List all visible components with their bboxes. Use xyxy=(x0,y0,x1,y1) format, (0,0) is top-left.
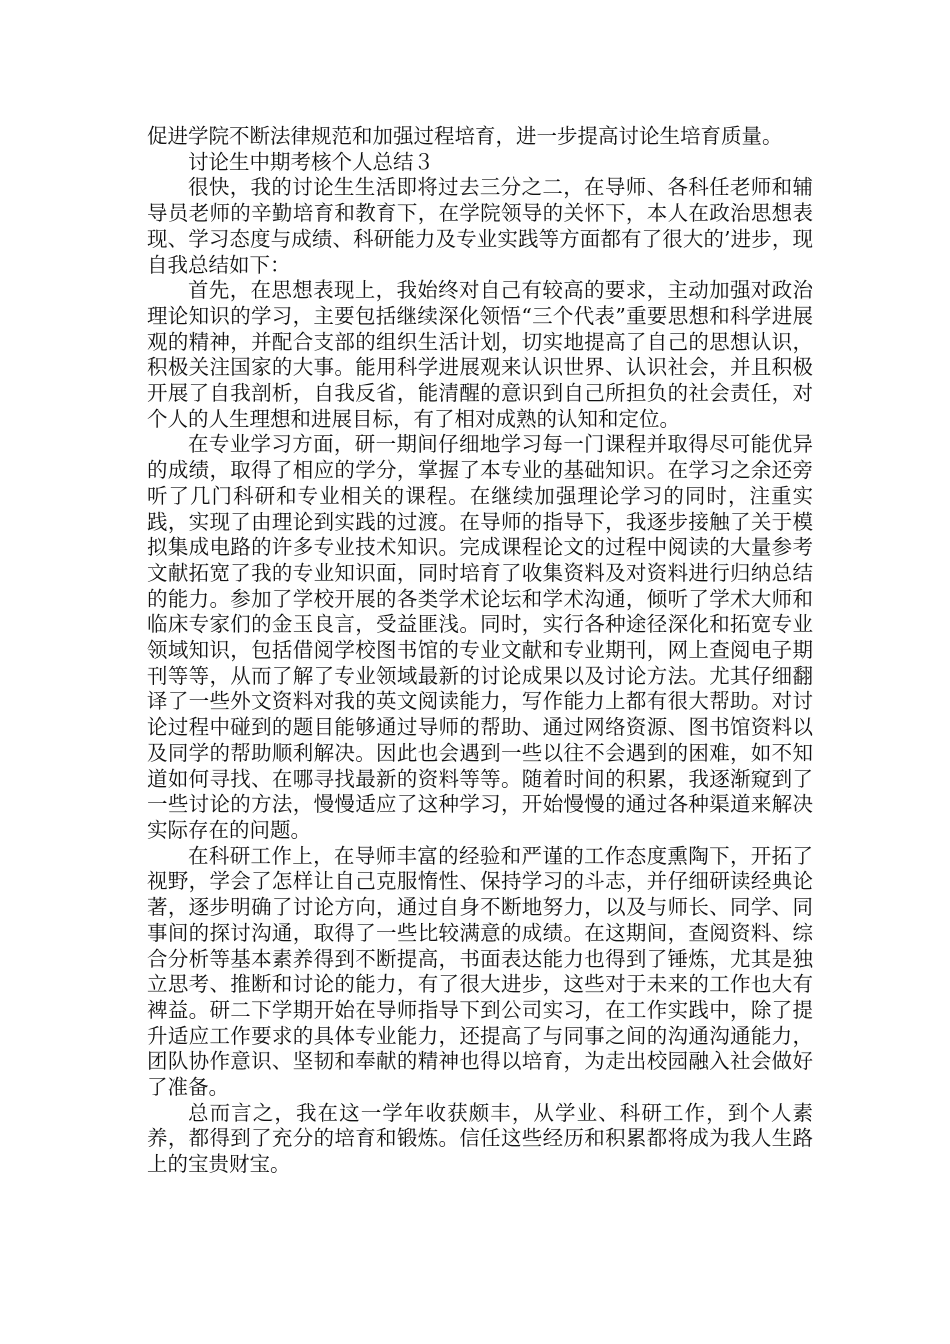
paragraph-conclusion: 总而言之，我在这一学年收获颇丰，从学业、科研工作，到个人素养，都得到了充分的培育和锻炼。信任这些经历和积累都将成为我人生路上的宝贵财宝。 xyxy=(147,1100,813,1177)
document-body xyxy=(147,124,813,1178)
paragraph-ideology: 首先，在思想表现上，我始终对自己有较高的要求，主动加强对政治理论知识的学习，主要包括继续深化领悟“三个代表”重要思想和科学进展观的精神，并配合支部的组织生活计划，切实地提高了自己的思想认识，积极关注国家的大事。能用科学进展观来认识世界、认识社会，并且积极开展了自我剖析，自我反省，能清醒的意识到自己所担负的社会责任，对个人的人生理想和进展目标，有了相对成熟的认知和定位。 xyxy=(147,278,813,431)
intro-continuation: 促进学院不断法律规范和加强过程培育，进一步提高讨论生培育质量。 xyxy=(147,124,783,148)
paragraph-opening: 很快，我的讨论生生活即将过去三分之二，在导师、各科任老师和辅导员老师的辛勤培育和教育下，在学院领导的关怀下，本人在政治思想表现、学习态度与成绩、科研能力及专业实践等方面都有了很大的’进步，现自我总结如下： xyxy=(147,175,813,277)
paragraph-study: 在专业学习方面，研一期间仔细地学习每一门课程并取得尽可能优异的成绩，取得了相应的学分，掌握了本专业的基础知识。在学习之余还旁听了几门科研和专业相关的课程。在继续加强理论学习的同时，注重实践，实现了由理论到实践的过渡。在导师的指导下，我逐步接触了关于模拟集成电路的许多专业技术知识。完成课程论文的过程中阅读的大量参考文献拓宽了我的专业知识面，同时培育了收集资料及对资料进行归纳总结的能力。参加了学校开展的各类学术论坛和学术沟通，倾听了学术大师和临床专家们的金玉良言，受益匪浅。同时，实行各种途径深化和拓宽专业领域知识，包括借阅学校图书馆的专业文献和专业期刊，网上查阅电子期刊等等，从而了解了专业领域最新的讨论成果以及讨论方法。尤其仔细翻译了一些外文资料对我的英文阅读能力，写作能力上都有很大帮助。对讨论过程中碰到的题目能够通过导师的帮助、通过网络资源、图书馆资料以及同学的帮助顺利解决。因此也会遇到一些以往不会遇到的困难，如不知道如何寻找、在哪寻找最新的资料等等。随着时间的积累，我逐渐窥到了一些讨论的方法，慢慢适应了这种学习，开始慢慢的通过各种渠道来解决实际存在的问题。 xyxy=(147,432,813,842)
section-title: 讨论生中期考核个人总结３ xyxy=(188,149,434,174)
paragraph-research: 在科研工作上，在导师丰富的经验和严谨的工作态度熏陶下，开拓了视野，学会了怎样让自己克服惰性、保持学习的斗志，并仔细研读经典论著，逐步明确了讨论方向，通过自身不断地努力，以及与师长、同学、同事间的探讨沟通，取得了一些比较满意的成绩。在这期间，查阅资料、综合分析等基本素养得到不断提高，书面表达能力也得到了锤炼，尤其是独立思考、推断和讨论的能力，有了很大进步，这些对于未来的工作也大有裨益。研二下学期开始在导师指导下到公司实习，在工作实践中，除了提升适应工作要求的具体专业能力，还提高了与同事之间的沟通沟通能力，团队协作意识、坚韧和奉献的精神也得以培育，为走出校园融入社会做好了准备。 xyxy=(147,843,813,1100)
